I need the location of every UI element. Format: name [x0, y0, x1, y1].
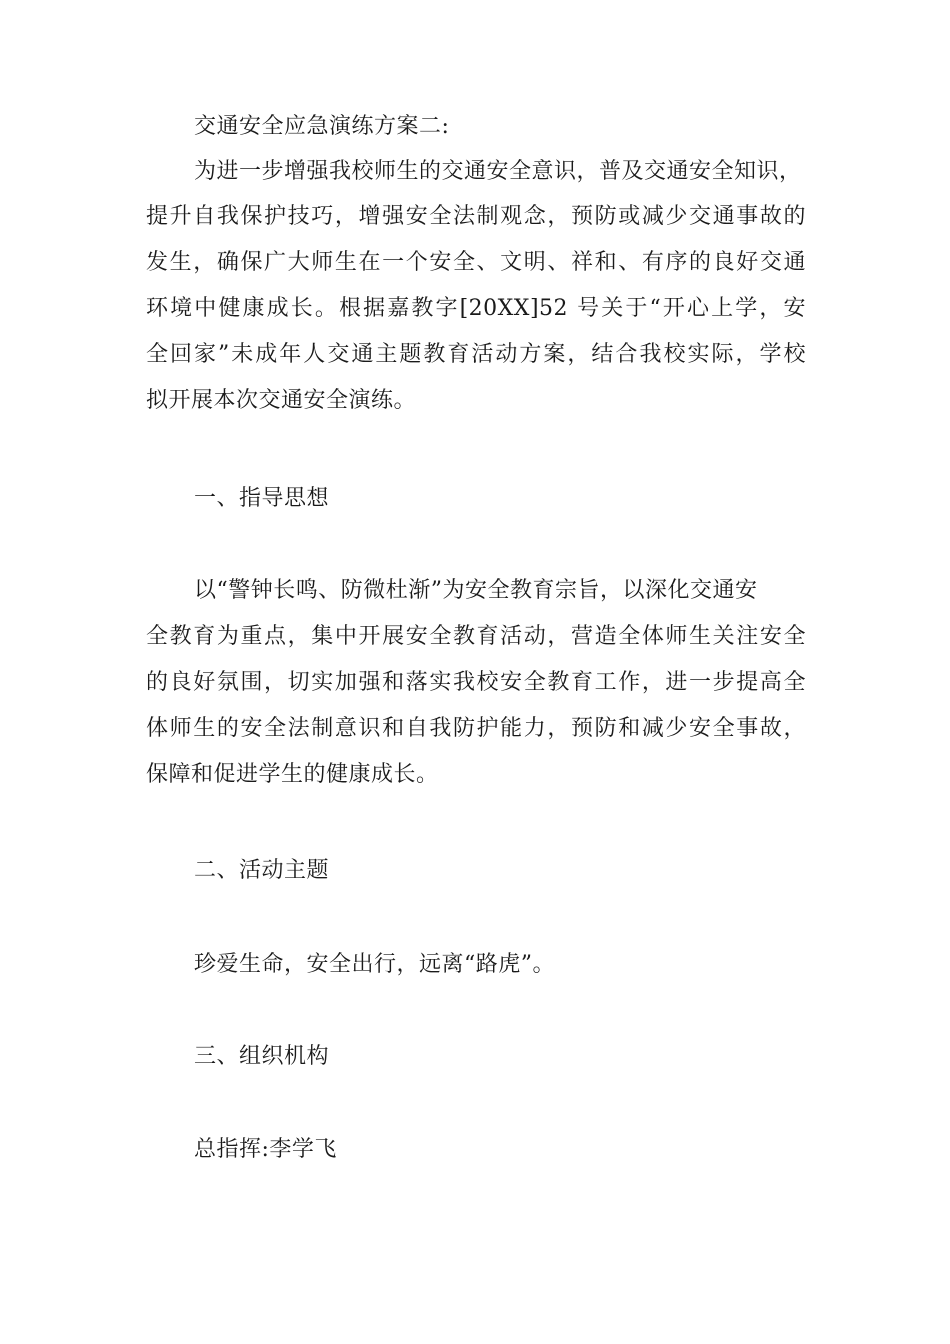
intro-line-3: 发生，确保广大师生在一个安全、文明、祥和、有序的良好交通	[146, 250, 806, 275]
section3-body: 总指挥:李学飞	[194, 1137, 337, 1162]
intro-line-2: 提升自我保护技巧，增强安全法制观念，预防或减少交通事故的	[146, 204, 806, 229]
intro-line-1: 为进一步增强我校师生的交通安全意识，普及交通安全知识，	[194, 159, 802, 184]
intro-line-4: 环境中健康成长。根据嘉教字[20XX]52 号关于“开心上学，安	[146, 296, 806, 321]
document-title: 交通安全应急演练方案二:	[194, 114, 450, 139]
section2-heading: 二、活动主题	[194, 858, 330, 883]
section3-heading: 三、组织机构	[194, 1044, 330, 1069]
intro-line-6: 拟开展本次交通安全演练。	[146, 388, 417, 413]
section2-body: 珍爱生命，安全出行，远离“路虎”。	[194, 952, 555, 977]
section1-line-1: 以“警钟长鸣、防微杜渐”为安全教育宗旨，以深化交通安	[194, 578, 758, 603]
section1-line-4: 体师生的安全法制意识和自我防护能力，预防和减少安全事故，	[146, 716, 806, 741]
intro-line-5: 全回家”未成年人交通主题教育活动方案，结合我校实际，学校	[146, 342, 806, 367]
section1-line-3: 的良好氛围，切实加强和落实我校安全教育工作，进一步提高全	[146, 670, 806, 695]
section1-line-2: 全教育为重点，集中开展安全教育活动，营造全体师生关注安全	[146, 624, 806, 649]
section1-heading: 一、指导思想	[194, 486, 330, 511]
section1-line-5: 保障和促进学生的健康成长。	[146, 762, 439, 787]
